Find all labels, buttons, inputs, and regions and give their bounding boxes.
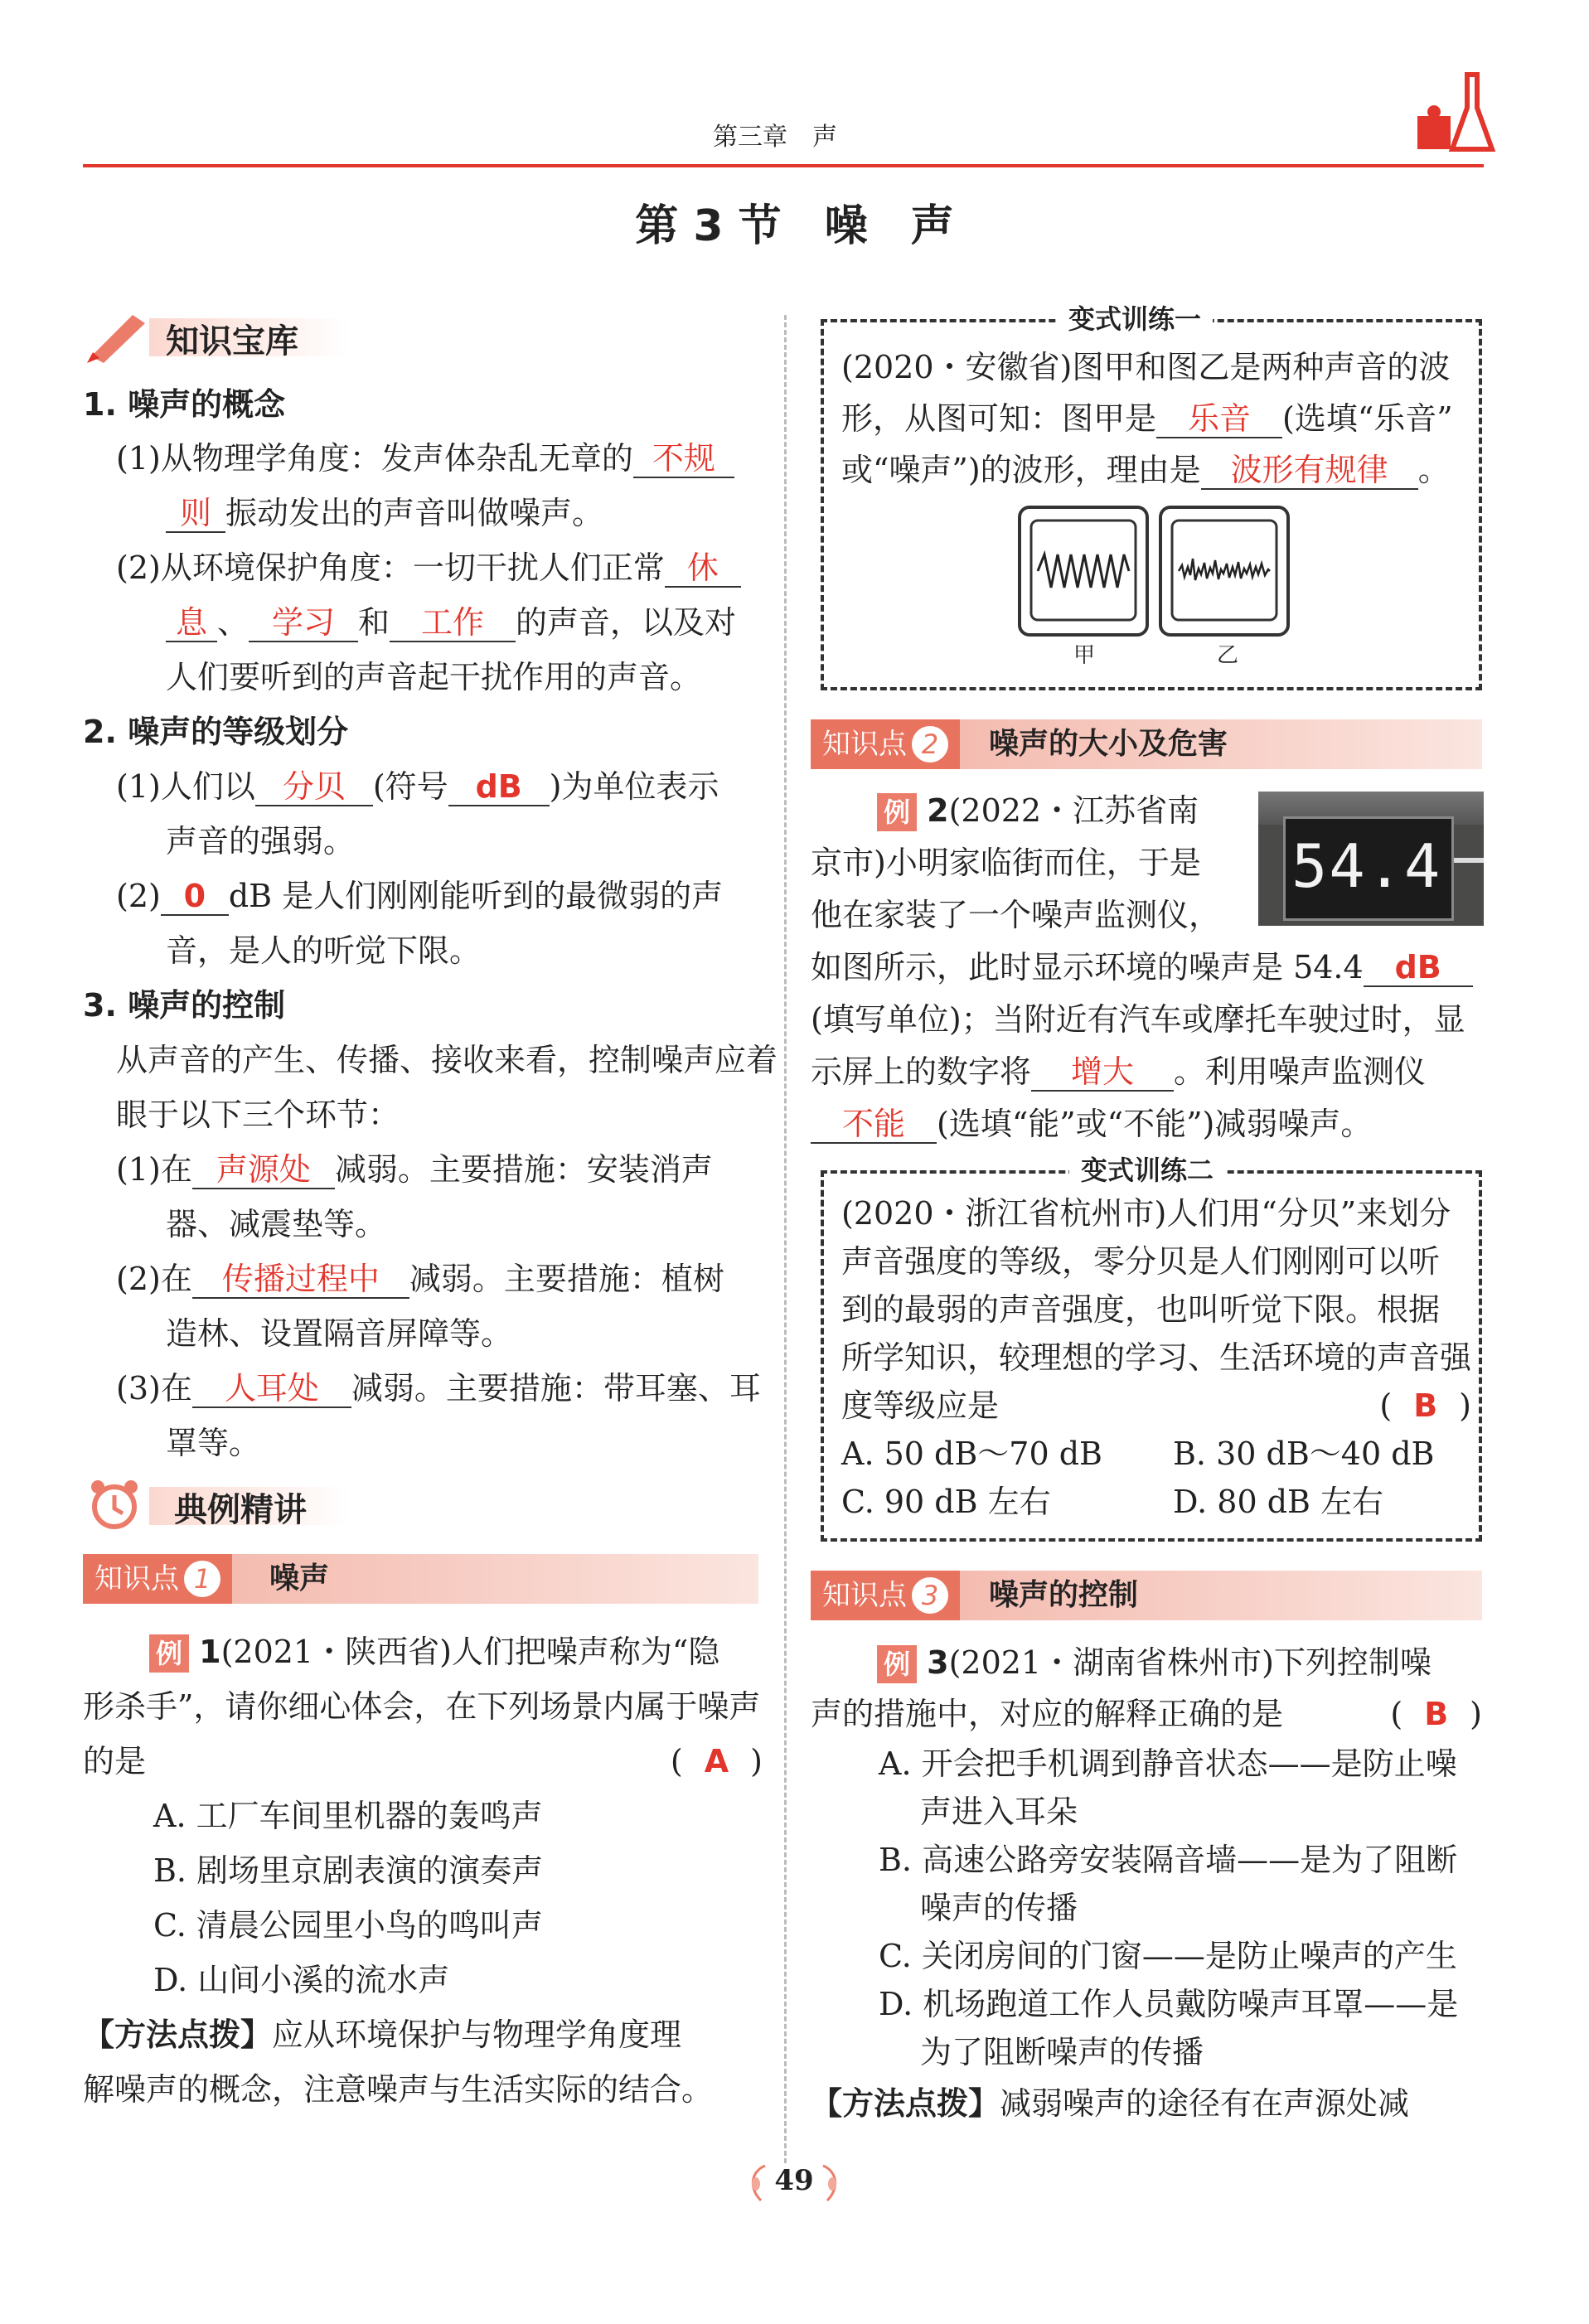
paren: ) bbox=[750, 1743, 763, 1779]
ex3-option-a1: A. 开会把手机调到静音状态——是防止噪 bbox=[879, 1745, 1457, 1782]
option-b: B. 30 dB～40 dB bbox=[1173, 1436, 1435, 1472]
ex1-line1 bbox=[149, 1624, 719, 1679]
page-number: 49 bbox=[774, 2164, 814, 2197]
examples-heading bbox=[83, 1475, 356, 1533]
example-number: 1 bbox=[199, 1634, 221, 1670]
ex1-option-c: C. 清晨公园里小鸟的鸣叫声 bbox=[153, 1907, 543, 1944]
knowledge-heading-text: 知识宝库 bbox=[166, 322, 298, 361]
ex3-stem: (2021・湖南省株州市)下列控制噪 bbox=[948, 1644, 1432, 1681]
answer-bracket bbox=[671, 1734, 763, 1789]
answer-blank: 工作 bbox=[390, 606, 516, 642]
ex2-line2: 京市)小明家临街而住，于是 bbox=[811, 845, 1201, 881]
example-tag: 例 bbox=[877, 793, 917, 831]
answer-blank: 增大 bbox=[1031, 1055, 1174, 1092]
k-i7-line1 bbox=[116, 1252, 724, 1306]
drill-2-body bbox=[841, 1189, 1471, 1526]
answer-blank: dB bbox=[1364, 951, 1473, 987]
k-i6-line2: 器、减震垫等。 bbox=[166, 1206, 387, 1242]
drill2-line5 bbox=[841, 1382, 1471, 1430]
k-i2a: (2)从环境保护角度：一切干扰人们正常 bbox=[116, 550, 665, 586]
k-i6a: (1)在 bbox=[116, 1151, 192, 1188]
ex2-text: (选填“能”或“不能”)减弱噪声。 bbox=[937, 1106, 1373, 1142]
d1-text: 。 bbox=[1417, 452, 1450, 488]
answer-bracket bbox=[1390, 1688, 1482, 1740]
ex1-option-a: A. 工厂车间里机器的轰鸣声 bbox=[153, 1798, 543, 1834]
method-label: 【方法点拨】 bbox=[811, 2085, 1000, 2122]
waveform-yi bbox=[1159, 506, 1290, 637]
k-i2b: 的声音，以及对 bbox=[516, 604, 737, 641]
page-title: 第 3 节 噪 声 bbox=[635, 201, 954, 251]
d1-text: 或“噪声”)的波形，理由是 bbox=[841, 452, 1201, 488]
paren: ( bbox=[1379, 1387, 1393, 1424]
k-i4a: (2) bbox=[116, 878, 161, 914]
k-i1b: 振动发出的声音叫做噪声。 bbox=[225, 495, 604, 531]
lab-flask-icon bbox=[1409, 66, 1500, 166]
waveform-jia bbox=[1018, 506, 1149, 637]
answer-blank: 乐音 bbox=[1156, 402, 1282, 438]
ex2-line6 bbox=[811, 1044, 1426, 1099]
k-i8-line2: 罩等。 bbox=[166, 1425, 261, 1461]
answer-blank: 学习 bbox=[249, 606, 358, 642]
kp-label: 知识点 bbox=[94, 1562, 179, 1595]
k-i6-line1 bbox=[116, 1142, 713, 1197]
k-h1: 1. 噪声的概念 bbox=[83, 386, 286, 423]
meter-display: 54.4 bbox=[1291, 831, 1442, 901]
k-i5-line1: 从声音的产生、传播、接收来看，控制噪声应着 bbox=[116, 1042, 778, 1078]
examples-heading-text: 典例精讲 bbox=[174, 1491, 307, 1529]
ex2-text: 示屏上的数字将 bbox=[811, 1053, 1032, 1090]
k-i8-line1 bbox=[116, 1361, 761, 1416]
k-h2: 2. 噪声的等级划分 bbox=[83, 714, 349, 750]
k-i7-line2: 造林、设置隔音屏障等。 bbox=[166, 1315, 513, 1352]
page-number-badge bbox=[744, 2159, 844, 2209]
answer-choice: B bbox=[1413, 1387, 1438, 1424]
caption-yi: 乙 bbox=[1217, 643, 1239, 668]
kp-number: 2 bbox=[912, 726, 948, 763]
ex1-method-line1 bbox=[83, 2007, 681, 2062]
d1-text: (选填“乐音” bbox=[1282, 400, 1453, 437]
alarm-clock-icon bbox=[83, 1475, 149, 1533]
answer-blank: 息 bbox=[166, 606, 217, 642]
ex3-line2 bbox=[811, 1688, 1482, 1740]
answer-choice: A bbox=[704, 1743, 729, 1779]
answer-blank: dB bbox=[448, 770, 550, 806]
example-tag: 例 bbox=[149, 1634, 189, 1673]
ex1-option-b: B. 剧场里京剧表演的演奏声 bbox=[153, 1852, 544, 1889]
example-number: 2 bbox=[927, 792, 949, 829]
drill2-line3: 到的最弱的声音强度，也叫听觉下限。根据 bbox=[841, 1291, 1441, 1328]
k-i2-line2 bbox=[166, 595, 736, 650]
k-i4b: dB 是人们刚刚能听到的最微弱的声 bbox=[228, 878, 724, 914]
k-h3: 3. 噪声的控制 bbox=[83, 987, 286, 1024]
drill2-line4: 所学知识，较理想的学习、生活环境的声音强 bbox=[841, 1339, 1472, 1376]
answer-blank: 休 bbox=[665, 551, 741, 588]
running-header bbox=[83, 116, 1509, 166]
column-divider bbox=[784, 315, 787, 2163]
ex2-line1 bbox=[877, 783, 1199, 838]
knowledge-point-3-bar bbox=[811, 1571, 1482, 1620]
option-c: C. 90 dB 左右 bbox=[841, 1484, 1051, 1520]
k-i3-line2: 声音的强弱。 bbox=[166, 823, 356, 859]
answer-choice: B bbox=[1424, 1696, 1449, 1732]
example-number: 3 bbox=[927, 1644, 949, 1681]
ex1-stem: (2021・陕西省)人们把噪声称为“隐 bbox=[220, 1634, 720, 1670]
noise-wave-icon bbox=[1162, 509, 1286, 633]
k-sep: 和 bbox=[358, 604, 390, 641]
k-i3b: (符号 bbox=[372, 768, 448, 805]
ex3-option-d2: 为了阻断噪声的传播 bbox=[920, 2034, 1204, 2070]
knowledge-heading bbox=[83, 307, 356, 365]
chapter-title: 第三章 声 bbox=[713, 123, 837, 152]
d1-text: 形，从图可知：图甲是 bbox=[841, 400, 1157, 437]
kp-number: 1 bbox=[184, 1561, 220, 1597]
kp-title: 噪声的大小及危害 bbox=[989, 727, 1228, 761]
k-i8a: (3)在 bbox=[116, 1370, 192, 1407]
ex3-option-d1: D. 机场跑道工作人员戴防噪声耳罩——是 bbox=[879, 1986, 1459, 2022]
ex2-line7 bbox=[811, 1097, 1372, 1151]
drill-2-title: 变式训练二 bbox=[1069, 1154, 1225, 1187]
k-i1-line1 bbox=[116, 431, 734, 486]
k-i3-line1 bbox=[116, 759, 719, 814]
d2-text: 度等级应是 bbox=[841, 1387, 1000, 1424]
caption-jia: 甲 bbox=[1073, 643, 1096, 668]
k-i1a: (1)从物理学角度：发声体杂乱无章的 bbox=[116, 440, 633, 477]
k-i4-line1 bbox=[116, 869, 723, 923]
kp-number: 3 bbox=[912, 1577, 948, 1614]
method-label: 【方法点拨】 bbox=[83, 2017, 273, 2053]
kp-label: 知识点 bbox=[822, 728, 907, 761]
ex2-text: 如图所示，此时显示环境的噪声是 54.4 bbox=[811, 949, 1364, 985]
answer-blank: 声源处 bbox=[192, 1153, 335, 1189]
drill1-line3 bbox=[841, 444, 1471, 496]
ex3-option-b2: 噪声的传播 bbox=[920, 1890, 1078, 1926]
k-i8b: 减弱。主要措施：带耳塞、耳 bbox=[351, 1370, 761, 1407]
kp-tag bbox=[811, 719, 960, 769]
k-i5-line2: 眼于以下三个环节： bbox=[116, 1097, 400, 1133]
ex2-text: 。利用噪声监测仪 bbox=[1174, 1053, 1427, 1090]
ex3-option-b1: B. 高速公路旁安装隔音墙——是为了阻断 bbox=[879, 1842, 1458, 1878]
ex2-line4 bbox=[811, 940, 1473, 995]
kp-title: 噪声 bbox=[269, 1561, 330, 1595]
ex1-line2: 形杀手”，请你细心体会，在下列场景内属于噪声 bbox=[83, 1688, 761, 1725]
k-i3c: )为单位表示 bbox=[549, 768, 719, 805]
answer-blank: 则 bbox=[166, 496, 225, 533]
ex1-line3 bbox=[83, 1734, 763, 1789]
k-i2-line1 bbox=[116, 540, 741, 595]
answer-blank: 分贝 bbox=[255, 770, 373, 806]
method-text: 减弱噪声的途径有在声源处减 bbox=[1000, 2085, 1410, 2122]
drill2-options-row2 bbox=[841, 1478, 1471, 1526]
ex2-stem: (2022・江苏省南 bbox=[948, 792, 1199, 829]
ex1-stem-end: 的是 bbox=[83, 1743, 147, 1779]
example-tag: 例 bbox=[877, 1645, 917, 1683]
k-i4-line2: 音，是人的听觉下限。 bbox=[166, 932, 482, 969]
option-d: D. 80 dB 左右 bbox=[1173, 1484, 1384, 1520]
pen-icon bbox=[83, 307, 157, 365]
answer-blank: 0 bbox=[161, 879, 229, 916]
k-i7a: (2)在 bbox=[116, 1261, 192, 1297]
knowledge-point-2-bar bbox=[811, 719, 1482, 769]
drill2-line2: 声音强度的等级，零分贝是人们刚刚可以听 bbox=[841, 1243, 1441, 1280]
kp-label: 知识点 bbox=[822, 1579, 907, 1612]
ex1-method-line2: 解噪声的概念，注意噪声与生活实际的结合。 bbox=[83, 2071, 714, 2108]
k-i2-line3: 人们要听到的声音起干扰作用的声音。 bbox=[166, 659, 702, 695]
kp-title: 噪声的控制 bbox=[989, 1578, 1139, 1612]
drill1-line1: (2020・安徽省)图甲和图乙是两种声音的波 bbox=[841, 349, 1451, 385]
method-text: 应从环境保护与物理学角度理 bbox=[272, 2017, 682, 2053]
ex1-option-d: D. 山间小溪的流水声 bbox=[153, 1962, 450, 1998]
answer-blank: 人耳处 bbox=[192, 1372, 351, 1408]
drill1-line2 bbox=[841, 393, 1471, 444]
kp-tag bbox=[811, 1571, 960, 1620]
paren: ( bbox=[670, 1743, 683, 1779]
drill2-options-row1 bbox=[841, 1430, 1471, 1478]
answer-bracket bbox=[1379, 1382, 1471, 1430]
regular-wave-icon bbox=[1021, 509, 1146, 633]
answer-blank: 传播过程中 bbox=[192, 1262, 409, 1299]
ex3-method-line1 bbox=[811, 2078, 1409, 2129]
drill-1-title: 变式训练一 bbox=[1057, 303, 1213, 336]
paren: ) bbox=[1470, 1696, 1482, 1732]
ex3-option-c: C. 关闭房间的门窗——是防止噪声的产生 bbox=[879, 1938, 1457, 1974]
k-sep: 、 bbox=[217, 604, 249, 641]
noise-meter-photo bbox=[1258, 792, 1484, 926]
k-i3a: (1)人们以 bbox=[116, 768, 255, 805]
answer-blank: 波形有规律 bbox=[1201, 453, 1418, 490]
answer-blank: 不规 bbox=[633, 442, 734, 478]
ex3-line1 bbox=[877, 1637, 1432, 1688]
header-rule bbox=[83, 164, 1484, 167]
ex2-line3: 他在家装了一个噪声监测仪， bbox=[811, 897, 1221, 933]
ex3-stem-end: 声的措施中，对应的解释正确的是 bbox=[811, 1696, 1284, 1732]
kp-tag bbox=[83, 1554, 232, 1604]
k-i1-line2 bbox=[166, 486, 603, 540]
drill2-line1: (2020・浙江省杭州市)人们用“分贝”来划分 bbox=[841, 1195, 1451, 1232]
answer-blank: 不能 bbox=[811, 1107, 937, 1144]
paren: ) bbox=[1459, 1387, 1471, 1424]
ex2-line5: (填写单位)；当附近有汽车或摩托车驶过时，显 bbox=[811, 1001, 1465, 1038]
k-i7b: 减弱。主要措施：植树 bbox=[409, 1261, 724, 1297]
knowledge-point-1-bar bbox=[83, 1554, 758, 1604]
option-a: A. 50 dB～70 dB bbox=[841, 1436, 1102, 1472]
paren: ( bbox=[1390, 1696, 1403, 1732]
drill-1-body bbox=[841, 341, 1471, 496]
ex3-option-a2: 声进入耳朵 bbox=[920, 1794, 1078, 1830]
k-i6b: 减弱。主要措施：安装消声 bbox=[334, 1151, 713, 1188]
